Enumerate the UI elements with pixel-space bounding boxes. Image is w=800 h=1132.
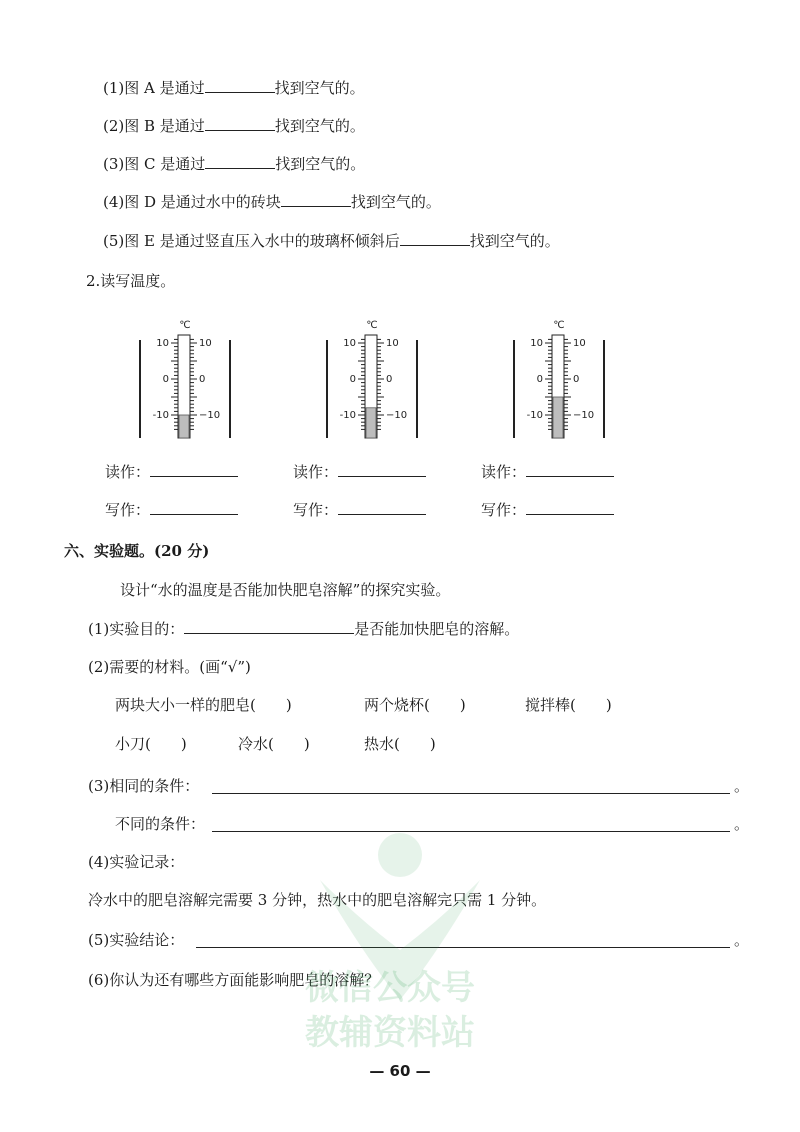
tick-label-left: 0: [349, 374, 356, 385]
q1-item-2-blank[interactable]: [205, 116, 275, 131]
tick-label-right: −10: [573, 410, 595, 421]
q6-text: (6)你认为还有哪些方面能影响肥皂的溶解？: [88, 971, 380, 989]
watermark-line2: 教辅资料站: [305, 1013, 475, 1053]
tick-label-left: 10: [343, 338, 356, 349]
q1-item-4-text: (4)图 D 是通过水中的砖块: [103, 193, 281, 211]
tick-label-right: 0: [199, 374, 206, 385]
thermometer-3-svg: [504, 310, 614, 440]
unit-label: ℃: [553, 320, 565, 331]
q1-item-3-suffix: 找到空气的。: [275, 155, 366, 173]
thermometer-2: [317, 310, 427, 440]
tick-label-right: 0: [386, 374, 393, 385]
write-label-1: 写作：: [105, 500, 238, 520]
conclusion-period: 。: [734, 931, 750, 949]
q1-item-4-suffix: 找到空气的。: [350, 193, 441, 211]
tick-label-left: 10: [156, 338, 169, 349]
thermometer-1-svg: [130, 310, 240, 440]
read-blank-3[interactable]: [526, 462, 614, 477]
q1-item-3-text: (3)图 C 是通过: [103, 155, 206, 173]
unit-label: ℃: [179, 320, 191, 331]
write-blank-1[interactable]: [150, 500, 238, 515]
unit-label: ℃: [366, 320, 378, 331]
diff-conditions-label: 不同的条件：: [115, 815, 206, 833]
same-conditions-blank[interactable]: [212, 793, 730, 794]
q1-item-1-text: (1)图 A 是通过: [103, 79, 205, 97]
material-hot-water: 热水( ): [364, 735, 436, 753]
q1-item-5-text: (5)图 E 是通过竖直压入水中的玻璃杯倾斜后: [103, 232, 400, 250]
tick-label-left: -10: [152, 410, 169, 421]
q1-item-3: [103, 154, 365, 174]
write-label-2: 写作：: [293, 500, 426, 520]
read-blank-2[interactable]: [338, 462, 426, 477]
watermark-line1: 微信公众号: [305, 968, 475, 1008]
q1-item-5-suffix: 找到空气的。: [469, 232, 560, 250]
mercury-column: [179, 415, 189, 438]
tick-label-right: −10: [199, 410, 221, 421]
mercury-column: [366, 408, 376, 438]
record-title: (4)实验记录：: [88, 853, 185, 871]
q1-item-5-blank[interactable]: [400, 231, 470, 246]
tick-label-left: -10: [339, 410, 356, 421]
q2-title: 2.读写温度。: [86, 272, 176, 290]
q1-item-2-text: (2)图 B 是通过: [103, 117, 205, 135]
tick-label-left: 10: [530, 338, 543, 349]
q1-item-3-blank[interactable]: [205, 154, 275, 169]
read-label-2: 读作：: [293, 462, 426, 482]
mercury-column: [553, 397, 563, 438]
q1-item-2: [103, 116, 365, 136]
q1-item-5: [103, 231, 560, 251]
conclusion-label: (5)实验结论：: [88, 931, 185, 949]
purpose-blank[interactable]: [184, 619, 354, 634]
material-beakers: 两个烧杯( ): [364, 696, 466, 714]
thermometer-3: [504, 310, 614, 440]
material-cold-water: 冷水( ): [238, 735, 310, 753]
materials-title: (2)需要的材料。(画“√”): [88, 658, 251, 676]
write-blank-2[interactable]: [338, 500, 426, 515]
tick-label-right: −10: [386, 410, 408, 421]
section6-intro: 设计“水的温度是否能加快肥皂溶解”的探究实验。: [120, 581, 451, 599]
tick-label-left: 0: [536, 374, 543, 385]
thermometer-1: [130, 310, 240, 440]
q1-item-4: [103, 192, 441, 212]
material-soap: 两块大小一样的肥皂( ): [115, 696, 292, 714]
read-label-3: 读作：: [481, 462, 614, 482]
material-knife: 小刀( ): [115, 735, 187, 753]
purpose-line: (1)实验目的： 是否能加快肥皂的溶解。: [88, 620, 520, 638]
write-label-3: 写作：: [481, 500, 614, 520]
q1-item-2-suffix: 找到空气的。: [274, 117, 365, 135]
same-conditions-period: 。: [734, 777, 750, 795]
record-text: 冷水中的肥皂溶解完需要 3 分钟，热水中的肥皂溶解完只需 1 分钟。: [88, 891, 547, 909]
q1-item-1-blank[interactable]: [205, 78, 275, 93]
thermometer-2-svg: [317, 310, 427, 440]
tick-label-left: 0: [162, 374, 169, 385]
write-blank-3[interactable]: [526, 500, 614, 515]
diff-conditions-period: 。: [734, 815, 750, 833]
q1-item-1-suffix: 找到空气的。: [274, 79, 365, 97]
page-number: — 60 —: [369, 1062, 431, 1080]
tick-label-left: -10: [526, 410, 543, 421]
material-stir-rod: 搅拌棒( ): [525, 696, 612, 714]
q1-item-1: [103, 78, 365, 98]
tick-label-right: 10: [199, 338, 212, 349]
tick-label-right: 10: [386, 338, 399, 349]
read-label-1: 读作：: [105, 462, 238, 482]
section6-heading: 六、实验题。(20 分): [64, 542, 210, 560]
tick-label-right: 10: [573, 338, 586, 349]
tick-label-right: 0: [573, 374, 580, 385]
read-blank-1[interactable]: [150, 462, 238, 477]
q1-item-4-blank[interactable]: [281, 192, 351, 207]
same-conditions-label: (3)相同的条件：: [88, 777, 200, 795]
